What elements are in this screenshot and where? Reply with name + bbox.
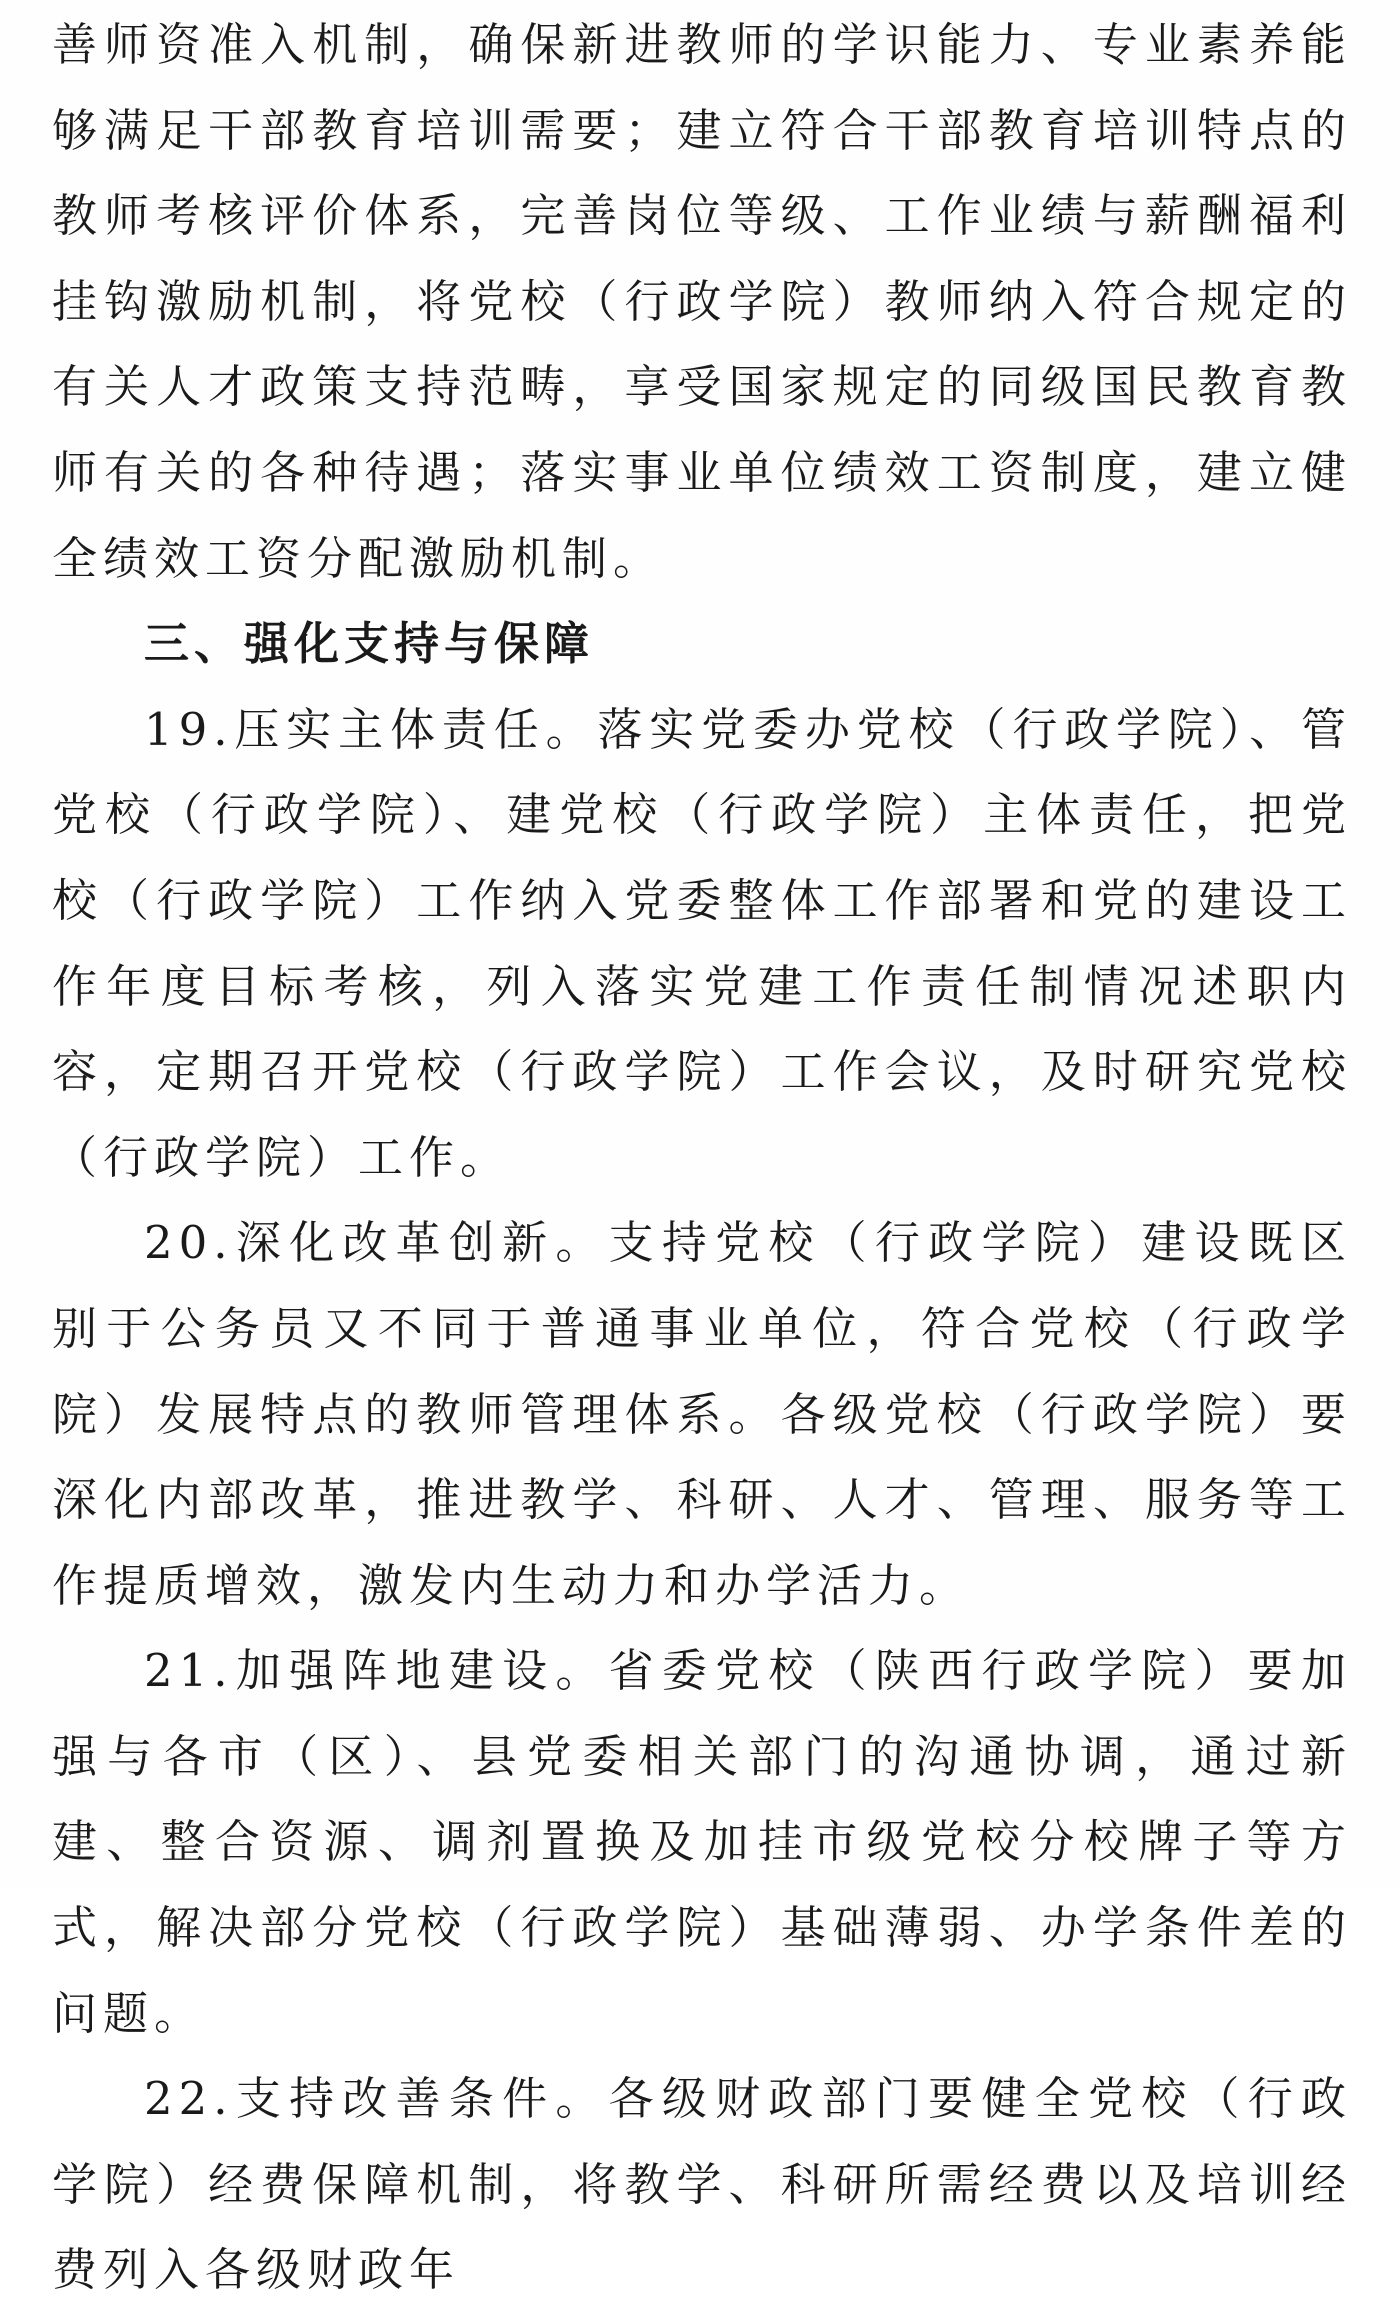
section-heading: 三、强化支持与保障 [144,617,595,671]
paragraph-22: 22.支持改善条件。各级财政部门要健全党校（行政学院）经费保障机制，将教学、科研所需经费以及培训经费列入各级财政年 [52,2072,1352,2297]
paragraph-continuation: 善师资准入机制，确保新进教师的学识能力、专业素养能够满足干部教育培训需要；建立符合干部教育培训特点的教师考核评价体系，完善岗位等级、工作业绩与薪酬福利挂钩激励机制，将党校（行政学院）教师纳入符合规定的有关人才政策支持范畴，享受国家规定的同级国民教育教师有关的各种待遇；落实事业单位绩效工资制度，建立健全绩效工资分配激励机制。 [52,18,1352,585]
paragraph-20: 20.深化改革创新。支持党校（行政学院）建设既区别于公务员又不同于普通事业单位，符合党校（行政学院）发展特点的教师管理体系。各级党校（行政学院）要深化内部改革，推进教学、科研、人才、管理、服务等工作提质增效，激发内生动力和办学活力。 [52,1216,1352,1612]
document-body [52,2,1352,2313]
paragraph-21: 21.加强阵地建设。省委党校（陕西行政学院）要加强与各市（区）、县党委相关部门的沟通协调，通过新建、整合资源、调剂置换及加挂市级党校分校牌子等方式，解决部分党校（行政学院）基础薄弱、办学条件差的问题。 [52,1644,1352,2040]
paragraph-19: 19.压实主体责任。落实党委办党校（行政学院）、管党校（行政学院）、建党校（行政学院）主体责任，把党校（行政学院）工作纳入党委整体工作部署和党的建设工作年度目标考核，列入落实党建工作责任制情况述职内容，定期召开党校（行政学院）工作会议，及时研究党校（行政学院）工作。 [52,702,1352,1184]
